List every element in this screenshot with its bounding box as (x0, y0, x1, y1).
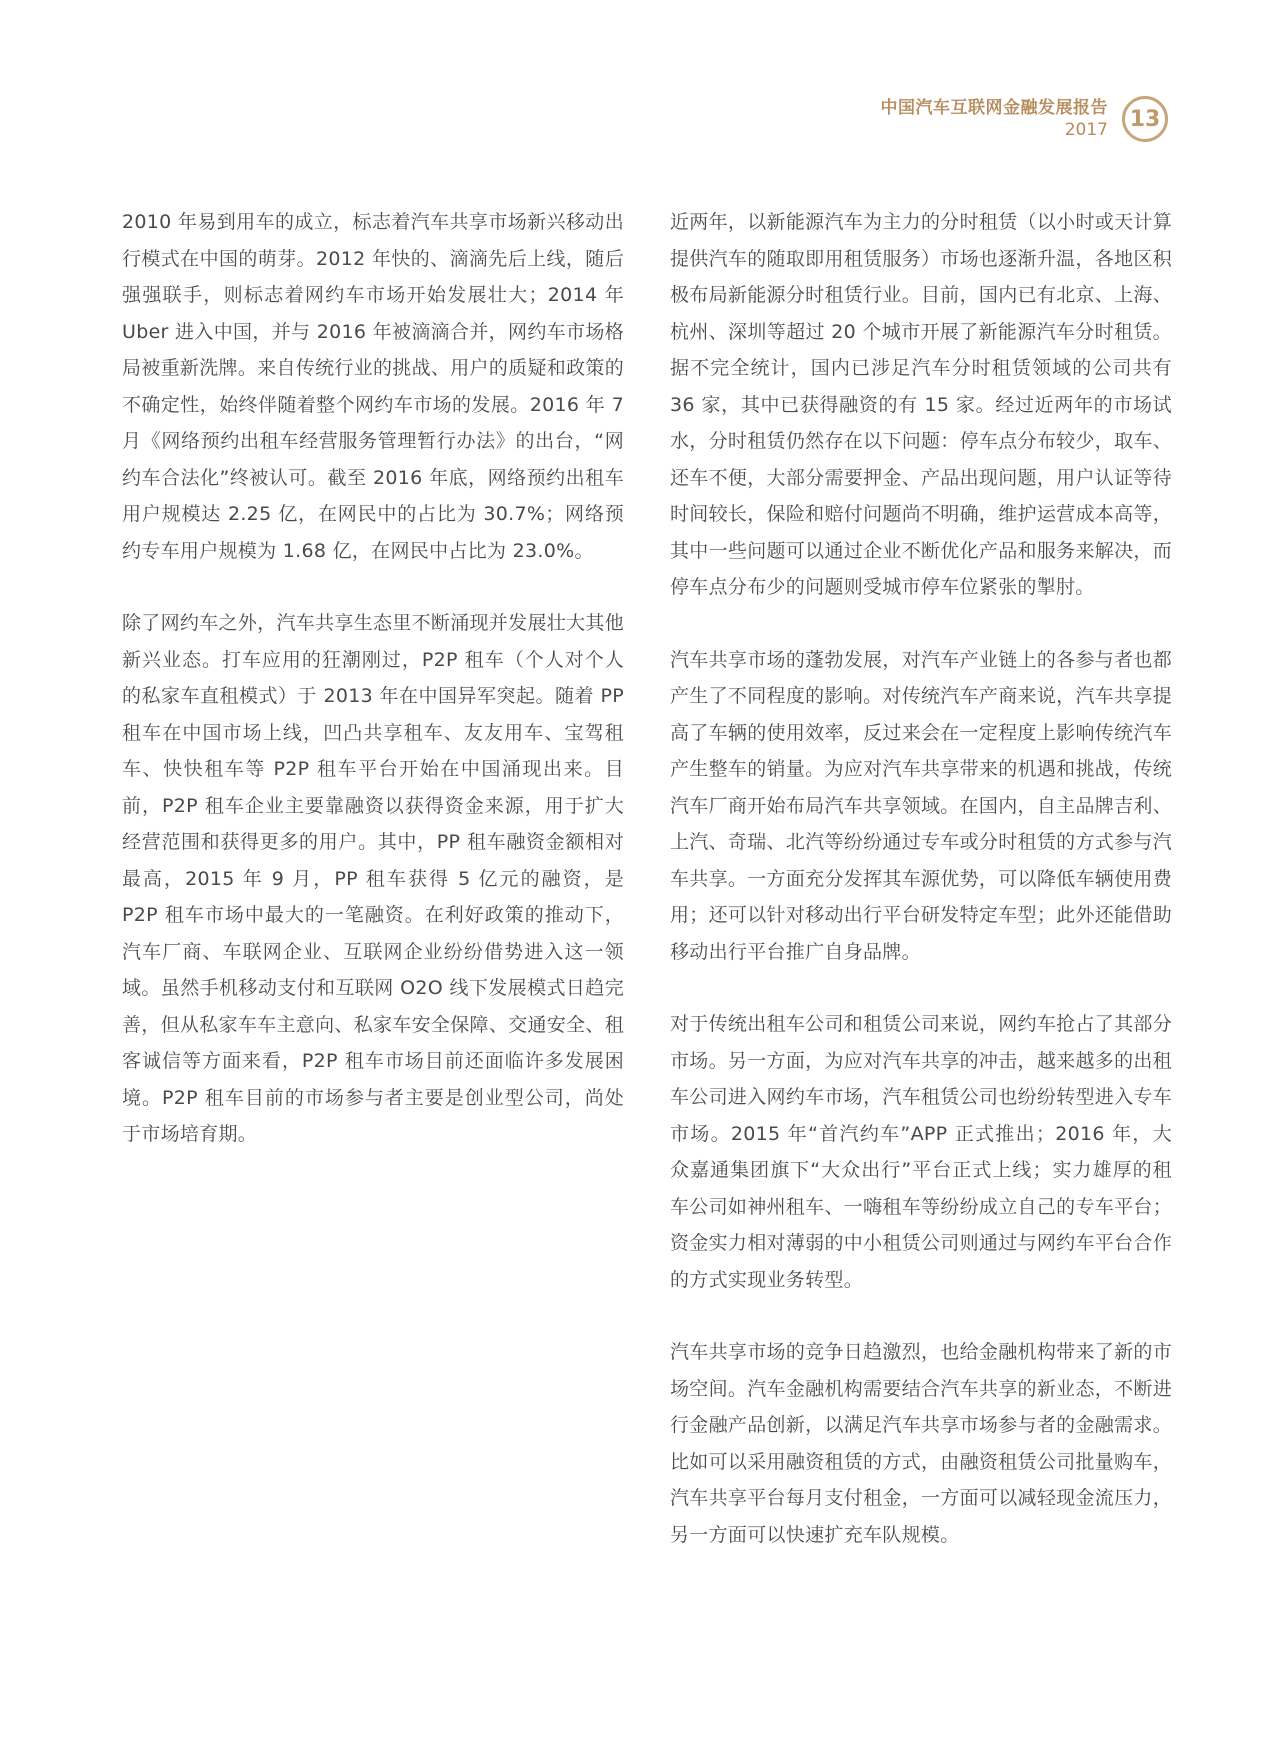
left-column (122, 204, 624, 1189)
paragraph: 汽车共享市场的蓬勃发展，对汽车产业链上的各参与者也都产生了不同程度的影响。对传统汽车产商来说，汽车共享提高了车辆的使用效率，反过来会在一定程度上影响传统汽车产生整车的销量。为应对汽车共享带来的机遇和挑战，传统汽车厂商开始布局汽车共享领域。在国内，自主品牌吉利、上汽、奇瑞、北汽等纷纷通过专车或分时租赁的方式参与汽车共享。一方面充分发挥其车源优势，可以降低车辆使用费用；还可以针对移动出行平台研发特定车型；此外还能借助移动出行平台推广自身品牌。 (670, 648, 1172, 963)
paragraph: 汽车共享市场的竞争日趋激烈，也给金融机构带来了新的市场空间。汽车金融机构需要结合汽车共享的新业态，不断进行金融产品创新，以满足汽车共享市场参与者的金融需求。比如可以采用融资租赁的方式，由融资租赁公司批量购车，汽车共享平台每月支付租金，一方面可以减轻现金流压力，另一方面可以快速扩充车队规模。 (670, 1341, 1172, 1546)
paragraph: 除了网约车之外，汽车共享生态里不断涌现并发展壮大其他新兴业态。打车应用的狂潮刚过，P2P 租车（个人对个人的私家车直租模式）于 2013 年在中国异军突起。随着 PP 租车在中国市场上线，凹凸共享租车、友友用车、宝驾租车、快快租车等 P2P 租车平台开始在中国涌现出来。目前，P2P 租车企业主要靠融资以获得资金来源，用于扩大经营范围和获得更多的用户。其中，PP 租车融资金额相对最高，2015 年 9 月，PP 租车获得 5 亿元的融资，是 P2P 租车市场中最大的一笔融资。在利好政策的推动下，汽车厂商、车联网企业、互联网企业纷纷借势进入这一领域。虽然手机移动支付和互联网 O2O 线下发展模式日趋完善，但从私家车车主意向、私家车安全保障、交通安全、租客诚信等方面来看，P2P 租车市场目前还面临许多发展困境。P2P 租车目前的市场参与者主要是创业型公司，尚处于市场培育期。 (122, 612, 624, 1145)
page-header (881, 96, 1169, 142)
paragraph: 2010 年易到用车的成立，标志着汽车共享市场新兴移动出行模式在中国的萌芽。2012 年快的、滴滴先后上线，随后强强联手，则标志着网约车市场开始发展壮大；2014 年 Uber 进入中国，并与 2016 年被滴滴合并，网约车市场格局被重新洗牌。来自传统行业的挑战、用户的质疑和政策的不确定性，始终伴随着整个网约车市场的发展。2016 年 7 月《网络预约出租车经营服务管理暂行办法》的出台，“网约车合法化”终被认可。截至 2016 年底，网络预约出租车用户规模达 2.25 亿，在网民中的占比为 30.7%；网络预约专车用户规模为 1.68 亿，在网民中占比为 23.0%。 (122, 211, 624, 562)
paragraph: 对于传统出租车公司和租赁公司来说，网约车抢占了其部分市场。另一方面，为应对汽车共享的冲击，越来越多的出租车公司进入网约车市场，汽车租赁公司也纷纷转型进入专车市场。2015 年“首汽约车”APP 正式推出；2016 年，大众嘉通集团旗下“大众出行”平台正式上线；实力雄厚的租车公司如神州租车、一嗨租车等纷纷成立自己的专车平台；资金实力相对薄弱的中小租赁公司则通过与网约车平台合作的方式实现业务转型。 (670, 1013, 1172, 1291)
report-title-block (881, 97, 1109, 141)
right-column (670, 204, 1172, 1589)
paragraph: 近两年，以新能源汽车为主力的分时租赁（以小时或天计算提供汽车的随取即用租赁服务）市场也逐渐升温，各地区积极布局新能源分时租赁行业。目前，国内已有北京、上海、杭州、深圳等超过 20 个城市开展了新能源汽车分时租赁。据不完全统计，国内已涉足汽车分时租赁领域的公司共有 36 家，其中已获得融资的有 15 家。经过近两年的市场试水，分时租赁仍然存在以下问题：停车点分布较少，取车、还车不便，大部分需要押金、产品出现问题，用户认证等待时间较长，保险和赔付问题尚不明确，维护运营成本高等，其中一些问题可以通过企业不断优化产品和服务来解决，而停车点分布少的问题则受城市停车位紧张的掣肘。 (670, 211, 1172, 598)
report-year: 2017 (1064, 120, 1108, 140)
report-title: 中国汽车互联网金融发展报告 (880, 98, 1108, 118)
page-number-badge: 13 (1122, 96, 1168, 142)
